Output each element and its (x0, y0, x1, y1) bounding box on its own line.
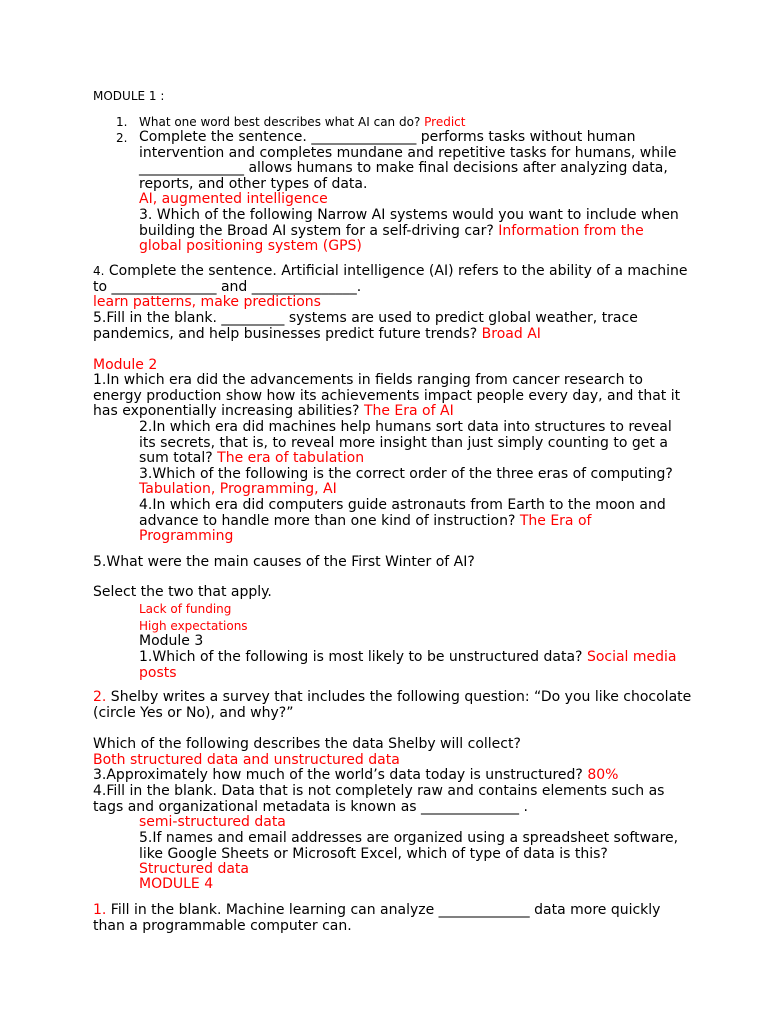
m1-q2-number: 2. (116, 131, 128, 145)
m1-q4 (93, 264, 693, 295)
m3-q3-text: 3.Approximately how much of the world’s data today is unstructured? (93, 767, 583, 783)
m2-q5-answer-1: Lack of funding (139, 602, 232, 616)
m2-q1-text: 1.In which era did the advancements in fields ranging from cancer research to energy production show how its achievements impact people every day, and that it has exponentially increasing abilities? (93, 372, 681, 420)
m2-q3-answer: Tabulation, Programming, AI (139, 481, 337, 497)
m1-q5-text: 5.Fill in the blank. _________ systems are used to predict global weather, trace pandemics, and help businesses predict future trends? (93, 310, 638, 342)
m2-q5-answer-2: High expectations (139, 619, 248, 633)
m3-q2-answer: Both structured data and unstructured data (93, 752, 400, 768)
m3-q1 (139, 650, 684, 681)
m2-q5-select: Select the two that apply. (93, 584, 272, 600)
m3-q4-text: 4.Fill in the blank. Data that is not completely raw and contains elements such as tags and organizational metadata is known as ______________ . (93, 783, 665, 815)
m2-q5-text: 5.What were the main causes of the First Winter of AI? (93, 554, 475, 570)
m4-q1-number: 1. (93, 902, 107, 918)
m3-q1-text: 1.Which of the following is most likely to be unstructured data? (139, 649, 583, 665)
m3-q2 (93, 690, 693, 721)
m1-q4-text: Complete the sentence. Artificial intelligence (AI) refers to the ability of a machine to _______________ and _______________. (93, 263, 688, 295)
m1-q4-number: 4. (93, 264, 105, 278)
m2-q1 (93, 373, 693, 420)
m3-q5-answer: Structured data (139, 861, 249, 877)
m2-q2 (139, 420, 684, 467)
m3-q3 (93, 768, 693, 784)
m2-q4 (139, 498, 684, 545)
m2-q3-text: 3.Which of the following is the correct order of the three eras of computing? (139, 466, 673, 482)
m3-q5-text: 5.If names and email addresses are organized using a spreadsheet software, like Google Sheets or Microsoft Excel, which of type of data is this? (139, 830, 679, 862)
module-1-heading: MODULE 1 : (93, 89, 165, 103)
m4-q1 (93, 903, 693, 934)
m3-q2-question: Which of the following describes the data Shelby will collect? (93, 736, 521, 752)
m2-q2-answer: The era of tabulation (217, 450, 365, 467)
m3-q2-number: 2. (93, 689, 107, 705)
m1-q2-text: Complete the sentence. _______________ performs tasks without human intervention and completes mundane and repetitive tasks for humans, while _______________ allows humans to make final decisions after analyzing data, reports, and other types of data. (139, 129, 677, 192)
m1-q3 (139, 208, 684, 255)
m1-q5 (93, 311, 693, 342)
module-3-heading: Module 3 (139, 633, 204, 649)
m1-q1-number: 1. (116, 115, 128, 129)
m1-q3-text: 3. Which of the following Narrow AI systems would you want to include when building the Broad AI system for a self-driving car? (139, 207, 679, 239)
m1-q1-answer: Predict (424, 115, 466, 129)
m2-q1-answer: The Era of AI (363, 403, 454, 420)
m3-q4-answer: semi-structured data (139, 814, 286, 830)
m1-q3-answer: Information from the global positioning system (GPS) (139, 222, 644, 255)
m3-q2-text: Shelby writes a survey that includes the following question: “Do you like chocolate (circle Yes or No), and why?” (93, 689, 692, 721)
m2-q4-answer: The Era of Programming (139, 512, 592, 545)
m4-q1-text: Fill in the blank. Machine learning can analyze _____________ data more quickly than a programmable computer can. (93, 902, 661, 934)
m3-q1-answer: Social media posts (139, 649, 677, 681)
m2-q4-text: 4.In which era did computers guide astronauts from Earth to the moon and advance to handle more than one kind of instruction? (139, 497, 666, 529)
m3-q3-answer: 80% (587, 767, 619, 783)
m1-q2-answer: AI, augmented intelligence (139, 191, 328, 207)
m1-q4-answer: learn patterns, make predictions (93, 294, 321, 310)
m1-q5-answer: Broad AI (481, 325, 541, 342)
module-4-heading: MODULE 4 (139, 876, 214, 892)
m2-q2-text: 2.In which era did machines help humans sort data into structures to reveal its secrets, that is, to reveal more insight than just simply counting to get a sum total? (139, 419, 672, 467)
module-2-heading: Module 2 (93, 357, 158, 373)
m1-q1-text: What one word best describes what AI can do? (139, 115, 421, 129)
